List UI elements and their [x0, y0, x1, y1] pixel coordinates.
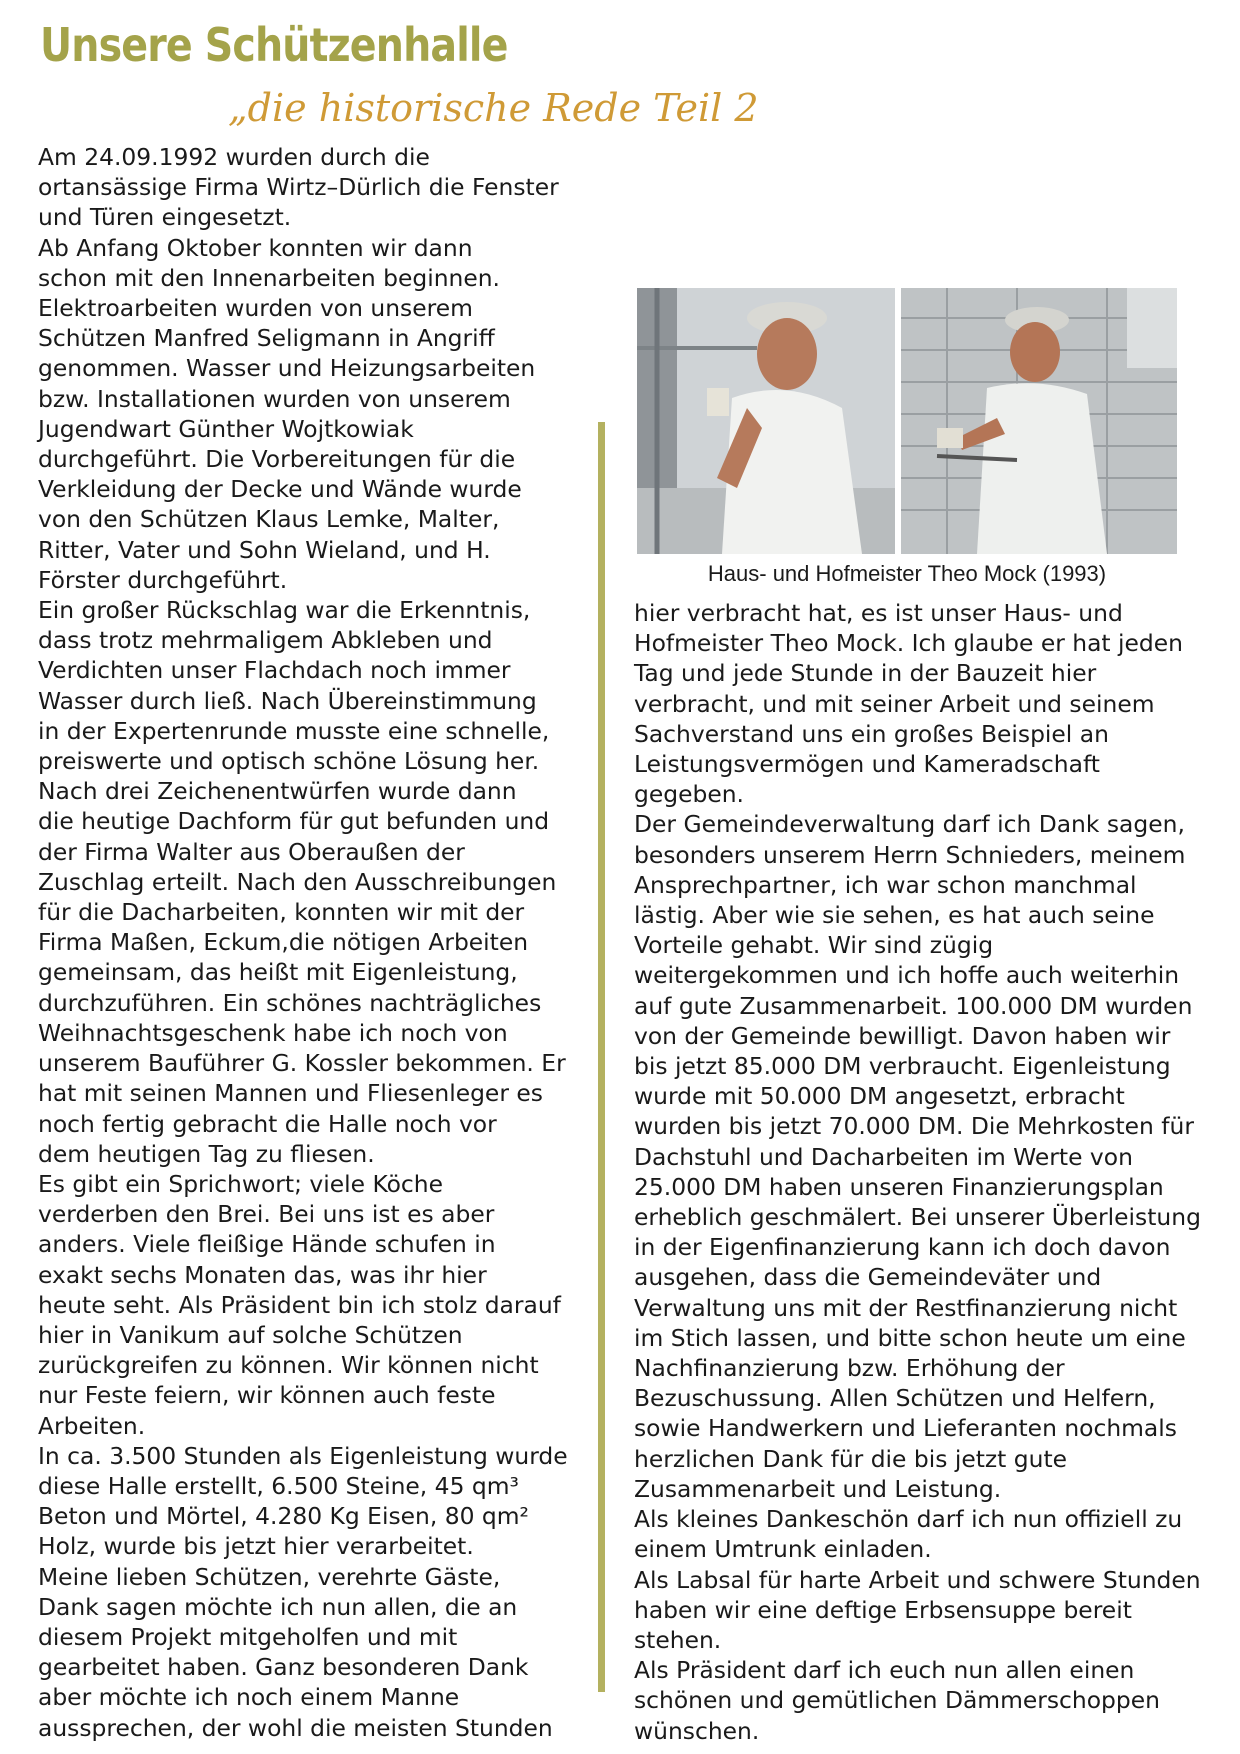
photo-theo-mock: [637, 288, 1177, 554]
column-divider: [598, 422, 605, 1692]
photo-caption: Haus- und Hofmeister Theo Mock (1993): [707, 561, 1107, 586]
page-subtitle: „die historische Rede Teil 2: [228, 86, 759, 130]
article-column-left: Am 24.09.1992 wurden durch die ortansässige Firma Wirtz–Dürlich die Fenster und Türen eingesetzt. Ab Anfang Oktober konnten wir dann schon mit den Innenarbeiten beginnen. Elektroarbeiten wurden von unserem Schützen Manfred Seligmann in Angriff genommen. Wasser und Heizungsarbeiten bzw. Installationen wurden von unserem Jugendwart Günther Wojtkowiak durchgeführt. Die Vorbereitungen für die Verkleidung der Decke und Wände wurde von den Schützen Klaus Lemke, Malter, Ritter, Vater und Sohn Wieland, und H. Förster durchgeführt. Ein großer Rückschlag war die Erkenntnis, dass trotz mehrmaligem Abkleben und Verdichten unser Flachdach noch immer Wasser durch ließ. Nach Übereinstimmung in der Expertenrunde musste eine schnelle, preiswerte und optisch schöne Lösung her. Nach drei Zeichenentwürfen wurde dann die heutige Dachform für gut befunden und der Firma Walter aus Oberaußen der Zuschlag erteilt. Nach den Ausschreibungen für die Dacharbeiten, konnten wir mit der Firma Maßen, Eckum,die nötigen Arbeiten gemeinsam, das heißt mit Eigenleistung, durchzuführen. Ein schönes nachträgliches Weihnachtsgeschenk habe ich noch von unserem Bauführer G. Kossler bekommen. Er hat mit seinen Mannen und Fliesenleger es noch fertig gebracht die Halle noch vor dem heutigen Tag zu fliesen. Es gibt ein Sprichwort; viele Köche verderben den Brei. Bei uns ist es aber anders. Viele fleißige Hände schufen in exakt sechs Monaten das, was ihr hier heute seht. Als Präsident bin ich stolz darauf hier in Vanikum auf solche Schützen zurückgreifen zu können. Wir können nicht nur Feste feiern, wir können auch feste Arbeiten. In ca. 3.500 Stunden als Eigenleistung wurde diese Halle erstellt, 6.500 Steine, 45 qm³ Beton und Mörtel, 4.280 Kg Eisen, 80 qm² Holz, wurde bis jetzt hier verarbeitet. Meine lieben Schützen, verehrte Gäste, Dank sagen möchte ich nun allen, die an diesem Projekt mitgeholfen und mit gearbeitet haben. Ganz besonderen Dank aber möchte ich noch einem Manne aussprechen, der wohl die meisten Stunden: [38, 143, 568, 1742]
article-column-right: hier verbracht hat, es ist unser Haus- und Hofmeister Theo Mock. Ich glaube er hat jeden Tag und jede Stunde in der Bauzeit hier verbracht, und mit seiner Arbeit und seinem Sachverstand uns ein großes Beispiel an Leistungsvermögen und Kameradschaft gegeben. Der Gemeindeverwaltung darf ich Dank sagen, besonders unserem Herrn Schnieders, meinem Ansprechpartner, ich war schon manchmal lästig. Aber wie sie sehen, es hat auch seine Vorteile gehabt. Wir sind zügig weitergekommen und ich hoffe auch weiterhin auf gute Zusammenarbeit. 100.000 DM wurden von der Gemeinde bewilligt. Davon haben wir bis jetzt 85.000 DM verbraucht. Eigenleistung wurde mit 50.000 DM angesetzt, erbracht wurden bis jetzt 70.000 DM. Die Mehrkosten für Dachstuhl und Dacharbeiten im Werte von 25.000 DM haben unseren Finanzierungsplan erheblich geschmälert. Bei unserer Überleistung in der Eigenfinanzierung kann ich doch davon ausgehen, dass die Gemeindeväter und Verwaltung uns mit der Restfinanzierung nicht im Stich lassen, und bitte schon heute um eine Nachfinanzierung bzw. Erhöhung der Bezuschussung. Allen Schützen und Helfern, sowie Handwerkern und Lieferanten nochmals herzlichen Dank für die bis jetzt gute Zusammenarbeit und Leistung. Als kleines Dankeschön darf ich nun offiziell zu einem Umtrunk einladen. Als Labsal für harte Arbeit und schwere Stunden haben wir eine deftige Erbsensuppe bereit stehen. Als Präsident darf ich euch nun allen einen schönen und gemütlichen Dämmerschoppen wünschen.: [634, 599, 1201, 1745]
page-title: Unsere Schützenhalle: [40, 18, 508, 72]
